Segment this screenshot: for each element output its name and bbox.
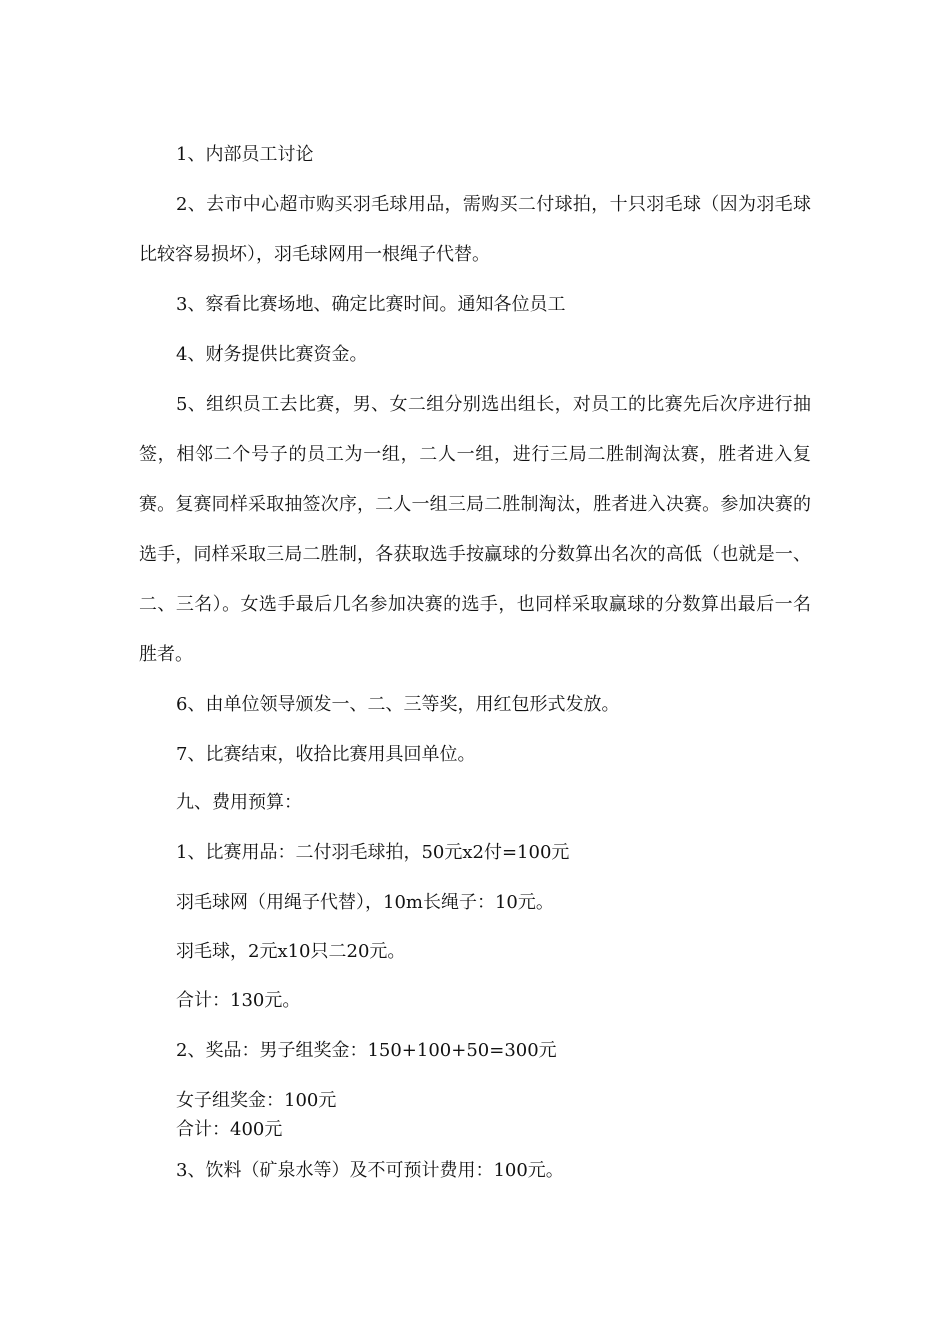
paragraph-1: 1、内部员工讨论 [176,144,314,165]
paragraph-5: 5、组织员工去比赛，男、女二组分别选出组长，对员工的比赛先后次序进行抽签，相邻二个号子的员工为一组，二人一组，进行三局二胜制淘汰赛，胜者进入复赛。复赛同样采取抽签次序，二人一组三局二胜制淘汰，胜者进入决赛。参加决赛的选手，同样采取三局二胜制，各获取选手按赢球的分数算出名次的高低（也就是一、二、三名）。女选手最后几名参加决赛的选手，也同样采取赢球的分数算出最后一名胜者。 [139,394,811,665]
budget-item-net: 羽毛球网（用绳子代替），10m长绳子：10元。 [176,892,554,913]
budget-item-shuttlecock: 羽毛球，2元x10只二20元。 [176,941,406,962]
section-heading-budget: 九、费用预算： [176,792,302,813]
budget-subtotal-2: 合计：400元 [176,1119,283,1140]
budget-item-women-prize: 女子组奖金：100元 [176,1090,337,1111]
budget-item-3: 3、饮料（矿泉水等）及不可预计费用：100元。 [176,1160,564,1181]
paragraph-3: 3、察看比赛场地、确定比赛时间。通知各位员工 [176,294,566,315]
paragraph-7: 7、比赛结束，收拾比赛用具回单位。 [176,744,476,765]
paragraph-2: 2、去市中心超市购买羽毛球用品，需购买二付球拍，十只羽毛球（因为羽毛球比较容易损坏），羽毛球网用一根绳子代替。 [139,194,811,265]
paragraph-4: 4、财务提供比赛资金。 [176,344,368,365]
paragraph-6: 6、由单位领导颁发一、二、三等奖，用红包形式发放。 [176,694,620,715]
budget-item-1: 1、比赛用品：二付羽毛球拍，50元x2付=100元 [176,842,570,863]
budget-subtotal-1: 合计：130元。 [176,990,301,1011]
budget-item-2: 2、奖品：男子组奖金：150+100+50=300元 [176,1040,557,1061]
